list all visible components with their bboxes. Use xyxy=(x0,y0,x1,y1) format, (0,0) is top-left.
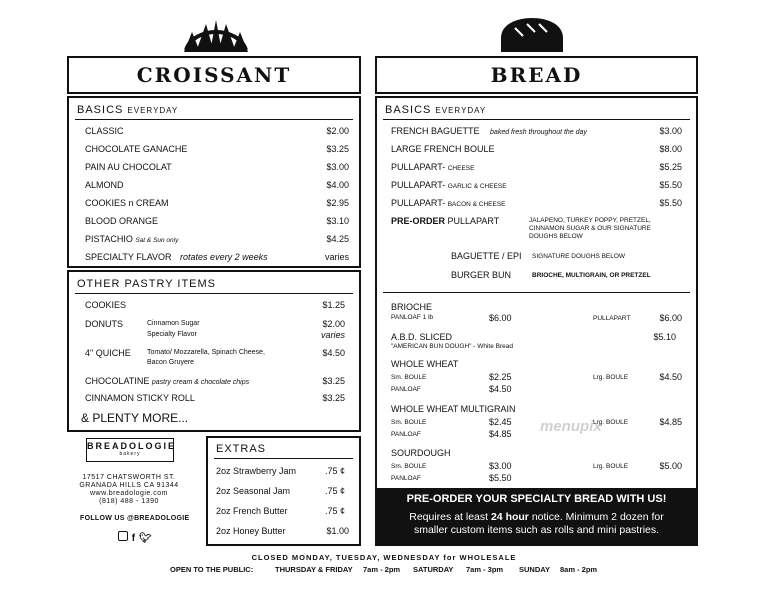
brand-address xyxy=(66,474,192,506)
menu-item-price: $6.00 xyxy=(489,313,512,323)
menu-item-price: $3.25 xyxy=(322,376,345,386)
phone: (818) 488 - 1390 xyxy=(99,498,159,505)
menu-item-price: $3.00 xyxy=(326,162,349,172)
menu-item-name: BURGER BUN xyxy=(451,270,512,280)
menu-item-price: $4.00 xyxy=(326,180,349,190)
item-desc: BRIOCHE, MULTIGRAIN, OR PRETZEL xyxy=(532,272,651,279)
menu-item-price: $5.10 xyxy=(653,332,676,342)
pastry-heading: OTHER PASTRY ITEMS xyxy=(77,278,217,290)
croissant-basics-box xyxy=(67,96,361,268)
item-sub: Sm. BOULE xyxy=(391,374,427,381)
watermark: menupix xyxy=(540,418,602,435)
item-sub: PANLOAF 1 lb xyxy=(391,314,434,321)
menu-item-name: COOKIES xyxy=(85,300,127,310)
item-name-text: CHOCOLATINE xyxy=(85,376,150,386)
item-name-text: FRENCH BAGUETTE xyxy=(391,126,480,136)
item-sub: Lrg. BOULE xyxy=(593,463,629,470)
item-sub: PULLAPART xyxy=(593,315,631,322)
menu-item-price: $2.45 xyxy=(489,417,512,427)
menu-item-name: 4" QUICHE xyxy=(85,348,131,358)
croissant-basics-heading xyxy=(77,104,178,116)
menu-item-price: varies xyxy=(324,252,349,262)
menu-item-name: SOURDOUGH xyxy=(391,448,451,458)
basics-sub: EVERYDAY xyxy=(435,106,487,115)
item-note: Sat & Sun only xyxy=(135,237,179,244)
address-line: GRANADA HILLS CA 91344 xyxy=(79,482,179,489)
menu-item-name xyxy=(391,162,474,172)
menu-item-price: $4.50 xyxy=(659,372,682,382)
menu-item-price: $4.50 xyxy=(489,384,512,394)
menu-item-name: CHOCOLATE GANACHE xyxy=(85,144,188,154)
menu-item-name: WHOLE WHEAT MULTIGRAIN xyxy=(391,404,516,414)
bread-box xyxy=(375,96,698,546)
menu-item-price: $4.25 xyxy=(326,234,349,244)
donut-option: Cinnamon Sugar xyxy=(147,320,200,327)
desc-line: DOUGHS BELOW xyxy=(529,233,583,240)
menu-item-price: $1.25 xyxy=(322,300,345,310)
menu-item-price: $3.25 xyxy=(326,144,349,154)
item-sub: Sm. BOULE xyxy=(391,419,427,426)
item-desc: SIGNATURE DOUGHS BELOW xyxy=(532,253,626,260)
divider xyxy=(75,119,353,120)
brand-name: BREADOLOGIE xyxy=(87,441,177,451)
divider xyxy=(383,119,690,120)
menu-item-price: $1.00 xyxy=(326,526,349,536)
instagram-icon[interactable] xyxy=(118,531,128,541)
menu-item-price: $6.00 xyxy=(659,313,682,323)
menu-item-name xyxy=(85,234,178,244)
brand-sub: bakery xyxy=(119,451,141,457)
follow-us: FOLLOW US @BREADOLOGIE xyxy=(80,515,190,522)
item-sub: BACON & CHEESE xyxy=(447,201,506,208)
item-sub: PANLOAF xyxy=(391,475,421,482)
menu-item-name: LARGE FRENCH BOULE xyxy=(391,144,495,154)
banner-title: PRE-ORDER YOUR SPECIALTY BREAD WITH US! xyxy=(406,493,667,505)
menu-item-price: $2.25 xyxy=(489,372,512,382)
item-sub: PANLOAF xyxy=(391,431,421,438)
preorder-desc xyxy=(529,217,651,241)
extras-box xyxy=(206,436,361,546)
menu-item-price: .75 ¢ xyxy=(324,466,345,476)
menu-item-name: CINNAMON STICKY ROLL xyxy=(85,393,195,403)
menu-item-price: $2.95 xyxy=(326,198,349,208)
extras-heading: EXTRAS xyxy=(216,443,267,455)
menu-item-name: PAIN AU CHOCOLAT xyxy=(85,162,172,172)
divider xyxy=(214,458,353,459)
desc-line: CINNAMON SUGAR & OUR SIGNATURE xyxy=(529,225,651,232)
menu-item-name: ALMOND xyxy=(85,180,124,190)
banner-text: notice. Minimum 2 dozen for xyxy=(531,511,664,523)
basics-label: BASICS xyxy=(385,104,432,116)
twitter-icon[interactable]: 🐦︎ xyxy=(138,533,152,544)
menu-item-name: BAGUETTE / EPI xyxy=(451,251,522,261)
address-line: 17517 CHATSWORTH ST. xyxy=(82,474,176,481)
brand-logo xyxy=(86,438,177,462)
menu-item-price: $4.85 xyxy=(489,429,512,439)
item-name-text: PISTACHIO xyxy=(85,234,133,244)
day-label: SATURDAY xyxy=(413,565,454,574)
menu-item-name: COOKIES n CREAM xyxy=(85,198,169,208)
menu-item-name: 2oz Strawberry Jam xyxy=(216,466,297,476)
menu-item-price: $2.00 xyxy=(322,319,345,329)
preorder-pullapart xyxy=(391,216,499,226)
hours: 8am - 2pm xyxy=(560,565,598,574)
menu-item-price: $5.25 xyxy=(659,162,682,172)
open-label: OPEN TO THE PUBLIC: xyxy=(170,565,254,574)
banner-line xyxy=(377,511,696,523)
menu-item-price: $5.50 xyxy=(489,473,512,483)
menu-item-price: $5.00 xyxy=(659,461,682,471)
menu-item-name: A.B.D. SLICED xyxy=(391,332,453,342)
menu-item-price: $4.85 xyxy=(659,417,682,427)
desc-line: JALAPENO, TURKEY POPPY, PRETZEL, xyxy=(529,217,651,224)
menu-item-price: varies xyxy=(320,330,345,340)
menu-item-name: DONUTS xyxy=(85,319,123,329)
item-sub: PANLOAF xyxy=(391,386,421,393)
bread-title: BREAD xyxy=(490,63,583,87)
donut-option: Specialty Flavor xyxy=(147,331,197,338)
plenty-more: & PLENTY MORE... xyxy=(81,411,189,425)
bread-loaf-icon xyxy=(497,16,567,54)
menu-item-name xyxy=(391,126,587,136)
croissant-title: CROISSANT xyxy=(136,63,292,87)
item-sub: Sm. BOULE xyxy=(391,463,427,470)
item-name-text: SPECIALTY FLAVOR xyxy=(85,252,172,262)
menu-item-price: $5.50 xyxy=(659,180,682,190)
menu-item-name: CLASSIC xyxy=(85,126,124,136)
preorder-banner xyxy=(377,488,696,544)
quiche-desc: Bacon Gruyere xyxy=(147,359,195,366)
divider xyxy=(383,292,690,293)
facebook-icon[interactable]: f xyxy=(131,533,136,544)
item-note: baked fresh throughout the day xyxy=(490,129,587,136)
banner-line: smaller custom items such as rolls and mini pastries. xyxy=(413,524,660,536)
day-label: SUNDAY xyxy=(519,565,550,574)
website[interactable]: www.breadologie.com xyxy=(90,490,168,497)
croissant-title-box xyxy=(67,56,361,94)
menu-item-price: .75 ¢ xyxy=(324,506,345,516)
item-name-text: PULLAPART xyxy=(447,216,500,226)
menu-item-price: $3.10 xyxy=(326,216,349,226)
menu-item-name: WHOLE WHEAT xyxy=(391,359,459,369)
item-note: pastry cream & chocolate chips xyxy=(151,379,250,386)
menu-item-name: 2oz Seasonal Jam xyxy=(216,486,291,496)
banner-bold: 24 hour xyxy=(490,511,529,523)
menu-item-price: $3.25 xyxy=(322,393,345,403)
menu-item-price: .75 ¢ xyxy=(324,486,345,496)
menu-item-name xyxy=(391,180,507,190)
menu-item-price: $3.00 xyxy=(659,126,682,136)
menu-item-name xyxy=(391,198,506,208)
menu-item-name: 2oz French Butter xyxy=(216,506,288,516)
banner-text: Requires at least xyxy=(409,511,489,523)
bread-title-box xyxy=(375,56,698,94)
menu-item-name xyxy=(85,252,268,262)
basics-sub: EVERYDAY xyxy=(127,106,179,115)
croissant-icon xyxy=(180,16,252,56)
item-sub: Lrg. BOULE xyxy=(593,374,629,381)
day-label: THURSDAY & FRIDAY xyxy=(275,565,353,574)
menu-item-price: $5.50 xyxy=(659,198,682,208)
footer-closed: CLOSED MONDAY, TUESDAY, WEDNESDAY for WHOLESALE xyxy=(251,553,517,562)
menu-item-price: $4.50 xyxy=(322,348,345,358)
basics-label: BASICS xyxy=(77,104,124,116)
item-sub: Lrg. BOULE xyxy=(593,419,629,426)
menu-item-price: $3.00 xyxy=(489,461,512,471)
item-sub: "AMERICAN BUN DOUGH" - White Bread xyxy=(391,343,513,350)
preorder-label: PRE-ORDER xyxy=(391,216,446,226)
item-sub: CHEESE xyxy=(447,165,475,172)
menu-item-name: BLOOD ORANGE xyxy=(85,216,159,226)
item-name-text: PULLAPART- xyxy=(391,198,446,208)
social-icons xyxy=(118,531,152,544)
menu-item-name: 2oz Honey Butter xyxy=(216,526,286,536)
item-name-text: PULLAPART- xyxy=(391,180,446,190)
item-name-text: PULLAPART- xyxy=(391,162,446,172)
menu-item-name: BRIOCHE xyxy=(391,302,433,312)
item-note: rotates every 2 weeks xyxy=(180,252,268,262)
divider xyxy=(75,293,353,294)
bread-basics-heading xyxy=(385,104,486,116)
item-sub: GARLIC & CHEESE xyxy=(447,183,507,190)
hours: 7am - 3pm xyxy=(466,565,504,574)
pastry-box xyxy=(67,270,361,432)
menu-item-price: $8.00 xyxy=(659,144,682,154)
quiche-desc: Tomato/ Mozzarella, Spinach Cheese, xyxy=(147,349,265,356)
hours: 7am - 2pm xyxy=(363,565,401,574)
menu-item-price: $2.00 xyxy=(326,126,349,136)
menu-item-name xyxy=(85,376,249,386)
